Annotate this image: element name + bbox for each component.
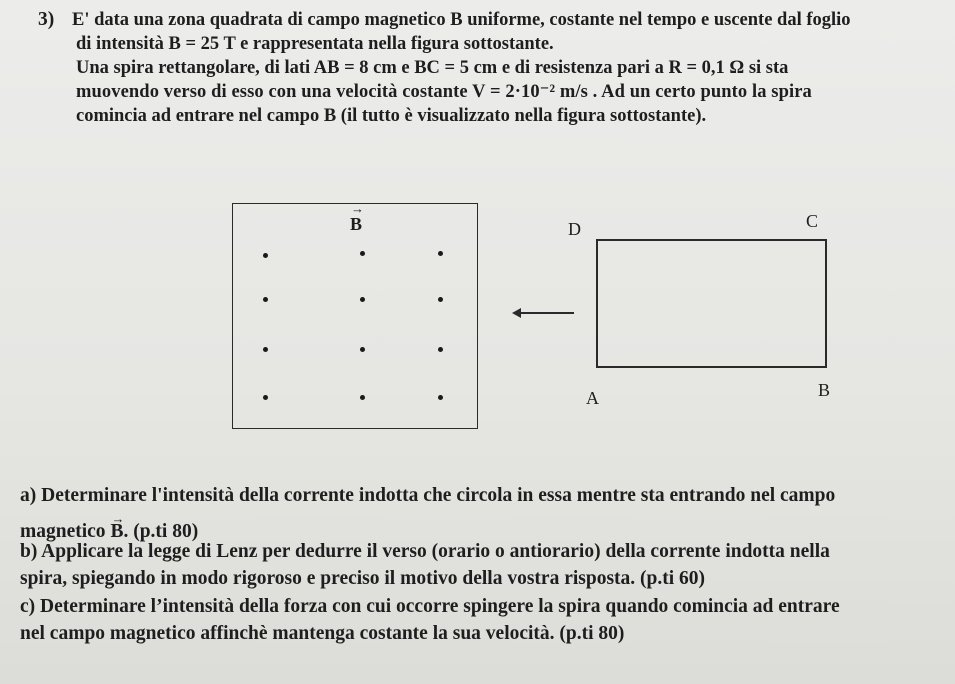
field-dot xyxy=(438,297,443,302)
problem-number: 3) xyxy=(38,9,55,30)
field-dot xyxy=(263,297,268,302)
intro-line-4: muovendo verso di esso con una velocità costante V = 2·10⁻² m/s . Ad un certo punto la spira xyxy=(76,82,812,102)
vertex-label-d: D xyxy=(568,219,581,239)
intro-line-3: Una spira rettangolare, di lati AB = 8 cm e BC = 5 cm e di resistenza pari a R = 0,1 Ω si sta xyxy=(76,58,789,78)
question-a-line-1: a) Determinare l'intensità della corrente indotta che circola in essa mentre sta entrando nel campo xyxy=(20,485,836,506)
field-dot xyxy=(360,347,365,352)
vertex-label-c: C xyxy=(806,211,819,231)
question-c-line-2: nel campo magnetico affinchè mantenga costante la sua velocità. (p.ti 80) xyxy=(20,623,625,644)
intro-line-5: comincia ad entrare nel campo B (il tutto è visualizzato nella figura sottostante). xyxy=(76,106,707,126)
question-c-line-1: c) Determinare l’intensità della forza con cui occorre spingere la spira quando comincia ad entrare xyxy=(20,596,840,617)
field-dot xyxy=(263,253,268,258)
field-dot xyxy=(360,395,365,400)
field-dot xyxy=(263,395,268,400)
vertex-label-b: B xyxy=(818,380,831,400)
field-dot xyxy=(360,251,365,256)
field-vector-label: → B xyxy=(350,214,362,235)
field-vector-symbol: → B xyxy=(110,521,123,543)
question-b-line-2: spira, spiegando in modo rigoroso e preciso il motivo della vostra risposta. (p.ti 60) xyxy=(20,568,706,589)
question-b-line-1: b) Applicare la legge di Lenz per dedurre il verso (orario o antiorario) della corrente indotta nella xyxy=(20,541,830,562)
field-dot xyxy=(438,347,443,352)
field-dot xyxy=(263,347,268,352)
field-dot xyxy=(360,297,365,302)
question-a-line-2: magnetico → B. (p.ti 80) xyxy=(20,521,198,543)
velocity-arrow xyxy=(514,312,574,314)
intro-line-1: E' data una zona quadrata di campo magnetico B uniforme, costante nel tempo e uscente dal foglio xyxy=(72,10,851,30)
vertex-label-a: A xyxy=(586,388,599,408)
field-dot xyxy=(438,395,443,400)
intro-line-2: di intensità B = 25 T e rappresentata nella figura sottostante. xyxy=(76,34,554,54)
field-dot xyxy=(438,251,443,256)
rectangular-loop xyxy=(596,239,827,368)
